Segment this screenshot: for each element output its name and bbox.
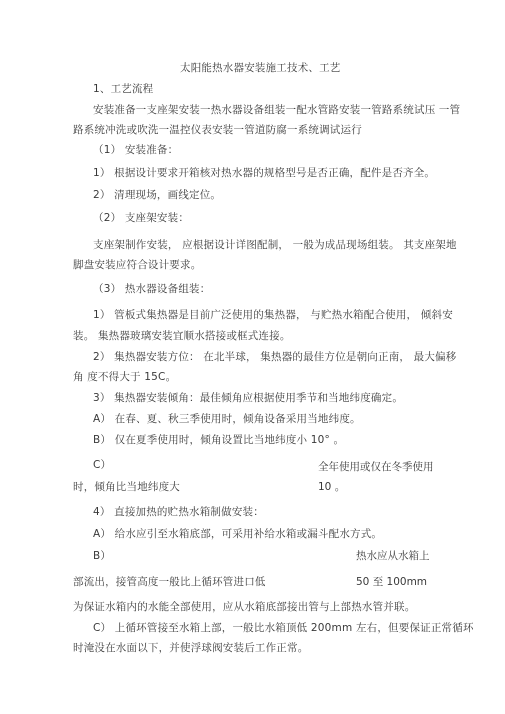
subheading-prep: （1） 安装准备： xyxy=(93,144,179,156)
paragraph-line: 部流出，接管高度一般比上循环管进口低 xyxy=(73,576,266,588)
paragraph-line: 安装准备一支座架安装一热水器设备组装一配水管路安装一管路系统试压 一管 xyxy=(93,104,461,116)
list-item: 2） 清理现场，画线定位。 xyxy=(93,189,222,201)
list-item: 2） 集热器安装方位： 在北半球， 集热器的最佳方位是朝向正南， 最大偏移 xyxy=(93,351,457,363)
paragraph-line: 时淹没在水面以下，并使浮球阀安装后工作正常。 xyxy=(73,642,309,654)
paragraph-line: 角 度不得大于 15C。 xyxy=(73,371,177,383)
paragraph-line: 装。 集热器玻璃安装宜顺水搭接或框式连接。 xyxy=(73,330,291,342)
paragraph-line: 路系统冲洗或吹洗一温控仪表安装一管道防腐一系统调试运行 xyxy=(73,124,362,136)
paragraph-fragment: 50 至 100mm xyxy=(356,576,428,588)
list-item-label: B） xyxy=(93,550,112,562)
paragraph-line: 脚盘安装应符合设计要求。 xyxy=(73,259,202,271)
paragraph-line: 为保证水箱内的水能全部使用，应从水箱底部接出管与上部热水管并联。 xyxy=(73,601,416,613)
list-item: 1） 管板式集热器是目前广泛使用的集热器， 与贮热水箱配合使用， 倾斜安 xyxy=(93,309,453,321)
subheading-bracket: （2） 支座架安装： xyxy=(93,212,190,224)
list-item-label: C） xyxy=(93,459,112,471)
list-item: B） 仅在夏季使用时，倾角设置比当地纬度小 10° 。 xyxy=(93,434,345,446)
section-heading-process: 1、工艺流程 xyxy=(93,83,154,95)
paragraph-line: 支座架制作安装， 应根据设计详图配制， 一般为成品现场组装。 其支座架地 xyxy=(93,239,457,251)
subheading-assembly: （3） 热水器设备组装： xyxy=(93,283,211,295)
list-item: 1） 根据设计要求开箱核对热水器的规格型号是否正确，配件是否齐全。 xyxy=(93,167,436,179)
paragraph-line: 时，倾角比当地纬度大 xyxy=(73,481,180,493)
list-item: C） 上循环管接至水箱上部，一般比水箱顶低 200mm 左右，但要保证正常循环 xyxy=(93,622,474,634)
paragraph-fragment: 热水应从水箱上 xyxy=(356,550,430,562)
list-item: 3） 集热器安装倾角：最佳倾角应根据使用季节和当地纬度确定。 xyxy=(93,392,404,404)
paragraph-fragment: 10 。 xyxy=(318,481,346,493)
list-item: A） 在春、夏、秋三季使用时，倾角设备采用当地纬度。 xyxy=(93,413,361,425)
doc-title: 太阳能热水器安装施工技术、工艺 xyxy=(180,62,341,74)
paragraph-fragment: 全年使用或仅在冬季使用 xyxy=(318,461,434,473)
list-item: 4） 直接加热的贮热水箱制做安装： xyxy=(93,506,264,518)
list-item: A） 给水应引至水箱底部，可采用补给水箱或漏斗配水方式。 xyxy=(93,528,383,540)
